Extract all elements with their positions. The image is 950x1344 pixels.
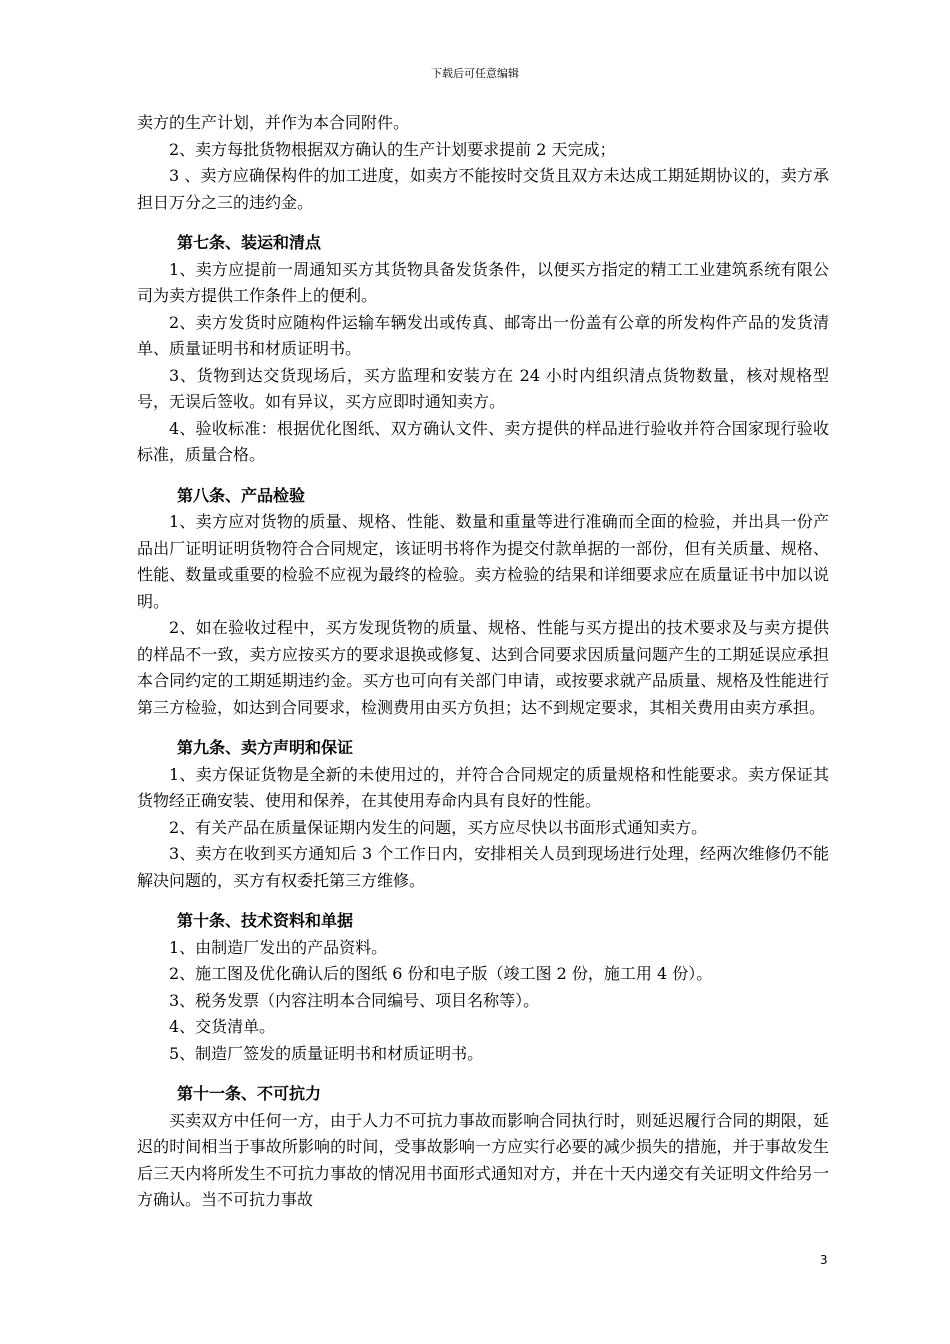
paragraph: 3、货物到达交货现场后，买方监理和安装方在 24 小时内组织清点货物数量，核对规格型号，无误后签收。如有异议，买方应即时通知卖方。 [137, 365, 829, 411]
paragraph: 3、卖方在收到买方通知后 3 个工作日内，安排相关人员到现场进行处理，经两次维修仍不能解决问题的，买方有权委托第三方维修。 [137, 844, 829, 890]
list-item: 3、税务发票（内容注明本合同编号、项目名称等）。 [169, 990, 540, 1010]
paragraph: 2、如在验收过程中，买方发现货物的质量、规格、性能与买方提出的技术要求及与卖方提供的样品不一致，卖方应按买方的要求退换或修复、达到合同要求因质量问题产生的工期延误应承担本合同约定的工期延期违约金。买方也可向有关部门申请，或按要求就产品质量、规格及性能进行第三方检验，如达到合同要求，检测费用由买方负担；达不到规定要求，其相关费用由卖方承担。 [137, 618, 829, 717]
section-heading-9: 第九条、卖方声明和保证 [177, 738, 354, 757]
list-item: 4、交货清单。 [169, 1017, 276, 1036]
paragraph: 2、卖方发货时应随构件运输车辆发出或传真、邮寄出一份盖有公章的所发构件产品的发货清单、质量证明书和材质证明书。 [137, 312, 829, 358]
page-number: 3 [820, 1253, 828, 1267]
page-header: 下载后可任意编辑 [431, 67, 519, 80]
document-body [137, 110, 829, 1214]
section-heading-7: 第七条、装运和清点 [177, 233, 322, 252]
section-heading-11: 第十一条、不可抗力 [177, 1084, 322, 1103]
paragraph: 卖方的生产计划，并作为本合同附件。 [137, 113, 410, 132]
paragraph: 3 、卖方应确保构件的加工进度，如卖方不能按时交货且双方未达成工期延期协议的，卖方承担日万分之三的违约金。 [137, 166, 829, 212]
section-heading-8: 第八条、产品检验 [177, 485, 306, 505]
paragraph: 1、卖方保证货物是全新的未使用过的，并符合合同规定的质量规格和性能要求。卖方保证其货物经正确安装、使用和保养，在其使用寿命内具有良好的性能。 [137, 764, 829, 810]
paragraph: 2、有关产品在质量保证期内发生的问题，买方应尽快以书面形式通知卖方。 [169, 817, 708, 837]
paragraph: 1、卖方应对货物的质量、规格、性能、数量和重量等进行准确而全面的检验，并出具一份产品出厂证明证明货物符合合同规定，该证明书将作为提交付款单据的一部份，但有关质量、规格、性能、数量或重要的检验不应视为最终的检验。卖方检验的结果和详细要求应在质量证书中加以说明。 [137, 512, 829, 611]
paragraph: 1、卖方应提前一周通知买方其货物具备发货条件，以便买方指定的精工工业建筑系统有限公司为卖方提供工作条件上的便利。 [137, 259, 829, 305]
paragraph: 4、验收标准：根据优化图纸、双方确认文件、卖方提供的样品进行验收并符合国家现行验收标准，质量合格。 [137, 418, 829, 464]
section-heading-10: 第十条、技术资料和单据 [177, 911, 354, 930]
paragraph: 买卖双方中任何一方，由于人力不可抗力事故而影响合同执行时，则延迟履行合同的期限，延迟的时间相当于事故所影响的时间，受事故影响一方应实行必要的减少损失的措施，并于事故发生后三天内将所发生不可抗力事故的情况用书面形式通知对方，并在十天内递交有关证明文件给另一方确认。当不可抗力事故 [137, 1110, 829, 1209]
list-item: 2、施工图及优化确认后的图纸 6 份和电子版（竣工图 2 份，施工用 4 份）。 [169, 964, 713, 983]
paragraph: 2、卖方每批货物根据双方确认的生产计划要求提前 2 天完成； [169, 139, 616, 159]
list-item: 5、制造厂签发的质量证明书和材质证明书。 [169, 1043, 484, 1063]
list-item: 1、由制造厂发出的产品资料。 [169, 937, 388, 957]
